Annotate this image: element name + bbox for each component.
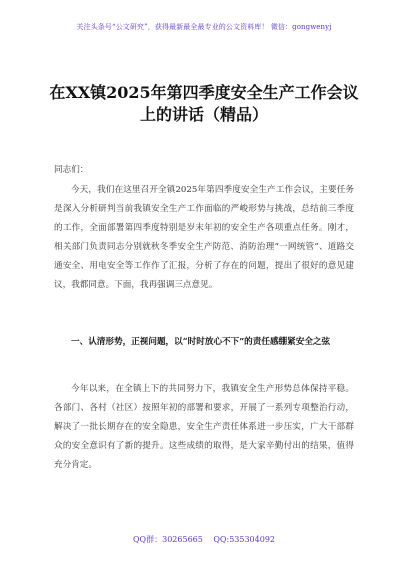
section-heading-1: 一、认清形势，正视问题，以“时时放心不下”的责任感绷紧安全之弦 [71, 337, 331, 347]
paragraph-intro: 今天，我们在这里召开全镇2025年第四季度安全生产工作会议，主要任务是深入分析研判当前我镇安全生产工作面临的严峻形势与挑战，总结前三季度的工作，全面部署第四季度特别是岁末年初的安全生产各项重点任务。刚才，相关部门负责同志分别就秋冬季安全生产防范、消防治理“一网统管”、道路交通安全、用电安全等工作作了汇报，分析了存在的问题，提出了很好的意见建议，我都同意。下面，我再强调三点意见。 [54, 185, 354, 290]
promo-banner: 关注头条号“公文研究”，获得最新最全最专业的公文资料库！ 微信：gongwenyj [76, 23, 332, 31]
salutation: 同志们： [54, 165, 89, 175]
footer-contact: QQ群：30265665 QQ:535304092 [133, 535, 275, 544]
paragraph-situation: 今年以来，在全镇上下的共同努力下，我镇安全生产形势总体保持平稳。各部门、各村（社区）按照年初的部署和要求，开展了一系列专项整治行动，解决了一批长期存在的安全隐患，安全生产责任体系进一步压实，广大干部群众的安全意识有了新的提升。这些成绩的取得，是大家辛勤付出的结果，值得充分肯定。 [54, 384, 354, 470]
document-title: 在XX镇2025年第四季度安全生产工作会议上的讲话（精品） [49, 83, 359, 124]
